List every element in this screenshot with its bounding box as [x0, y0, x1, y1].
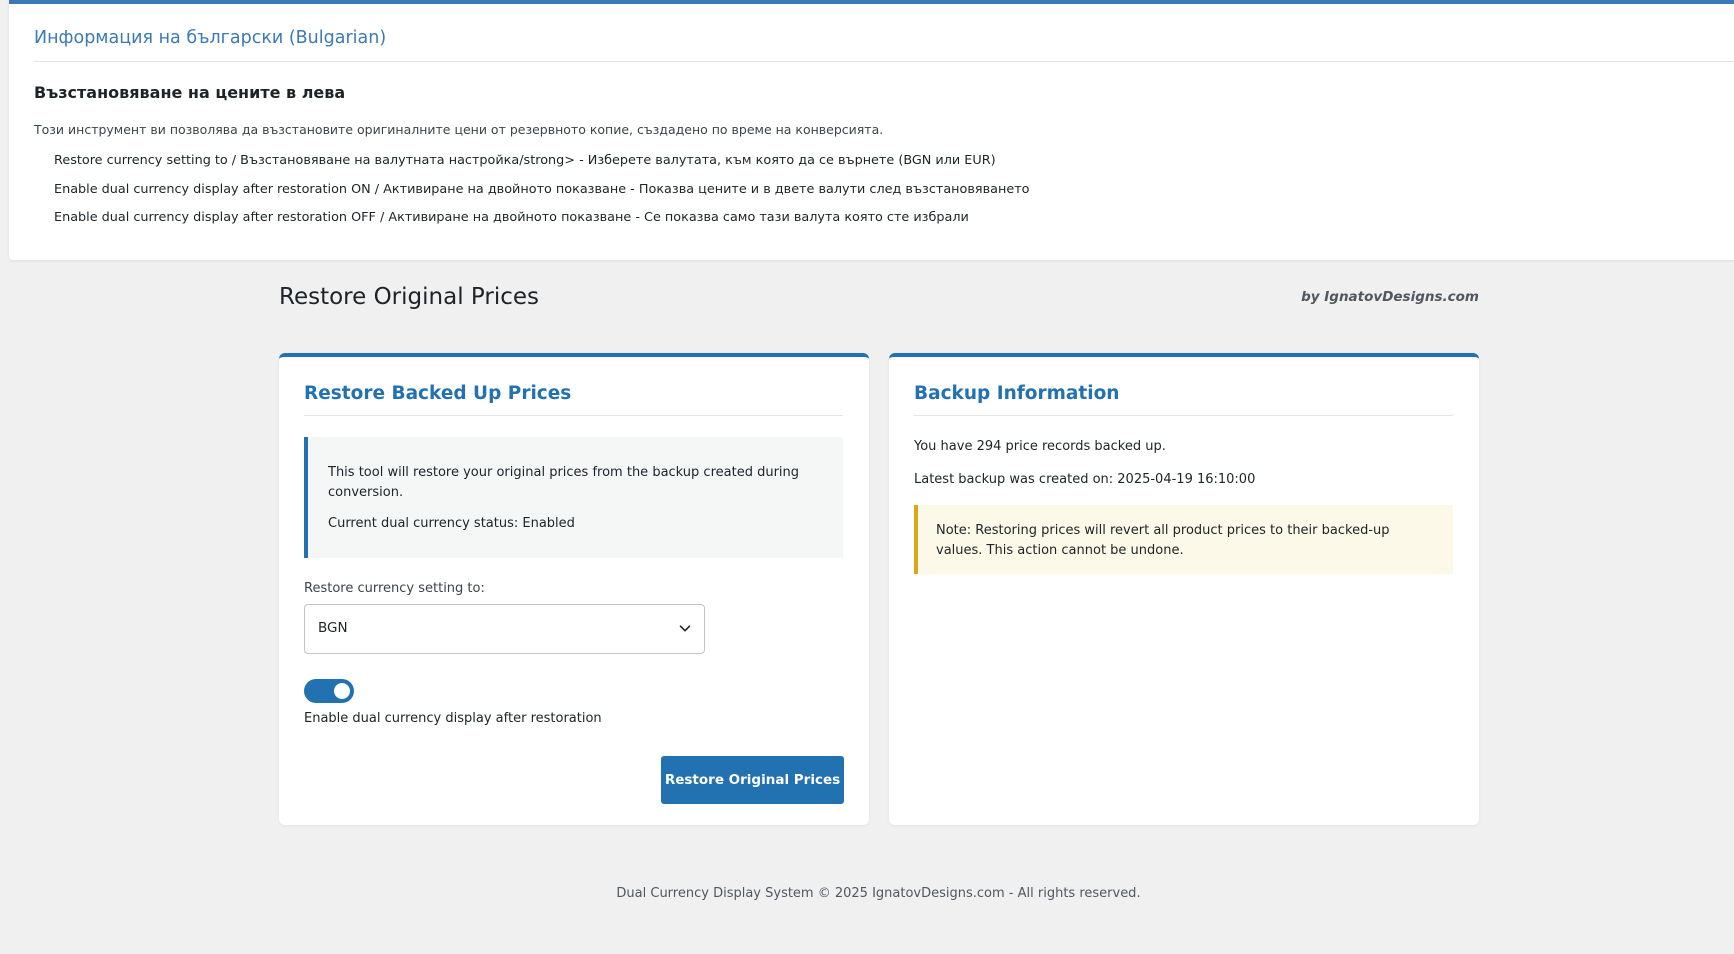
- warning-text: Note: Restoring prices will revert all product prices to their backed-up values. This action cannot be undone.: [936, 523, 1390, 558]
- restore-card-title: Restore Backed Up Prices: [304, 383, 572, 404]
- dual-currency-status: Current dual currency status: Enabled: [328, 516, 575, 531]
- info-divider: [34, 61, 1734, 62]
- chevron-down-icon: [676, 619, 694, 637]
- restore-card: [279, 353, 869, 825]
- card-divider: [304, 415, 843, 416]
- notice-text: This tool will restore your original prices from the backup created during conversion.: [328, 465, 800, 500]
- restore-prices-button[interactable]: Restore Original Prices: [661, 756, 844, 804]
- backup-info-card: [889, 353, 1479, 825]
- dual-currency-toggle[interactable]: [304, 679, 354, 703]
- latest-backup-date: Latest backup was created on: 2025-04-19 16:10:00: [914, 472, 1256, 487]
- toggle-label: Enable dual currency display after restoration: [304, 711, 602, 726]
- card-divider: [914, 415, 1453, 416]
- info-list: [54, 152, 1030, 238]
- backup-card-title: Backup Information: [914, 383, 1120, 404]
- info-list-item: Enable dual currency display after restoration OFF / Активиране на двойното показване - Се показва само тази валута която сте избрали: [54, 210, 969, 225]
- info-title: Информация на български (Bulgarian): [34, 28, 387, 48]
- currency-select-value: BGN: [318, 620, 348, 636]
- info-subtitle: Възстановяване на цените в лева: [34, 83, 346, 102]
- footer: Dual Currency Display System © 2025 IgnatovDesigns.com - All rights reserved.: [616, 886, 1141, 901]
- info-notice: [304, 437, 843, 558]
- info-description: Този инструмент ви позволява да възстановите оригиналните цени от резервното копие, създадено по време на конверсията.: [34, 122, 884, 137]
- toggle-knob: [334, 683, 350, 699]
- warning-notice: [914, 505, 1453, 574]
- currency-select-label: Restore currency setting to:: [304, 581, 485, 596]
- page-title: Restore Original Prices: [279, 284, 539, 310]
- backup-records-count: You have 294 price records backed up.: [914, 439, 1166, 454]
- info-list-item: Restore currency setting to / Възстановяване на валутната настройка/strong> - Изберете валутата, към която да се върнете (BGN или EUR): [54, 153, 996, 168]
- currency-select[interactable]: [304, 604, 705, 654]
- bulgarian-info-panel: [9, 0, 1734, 260]
- author-credit: by IgnatovDesigns.com: [1301, 289, 1479, 305]
- info-list-item: Enable dual currency display after restoration ON / Активиране на двойното показване - Показва цените и в двете валути след възстановяването: [54, 181, 1030, 197]
